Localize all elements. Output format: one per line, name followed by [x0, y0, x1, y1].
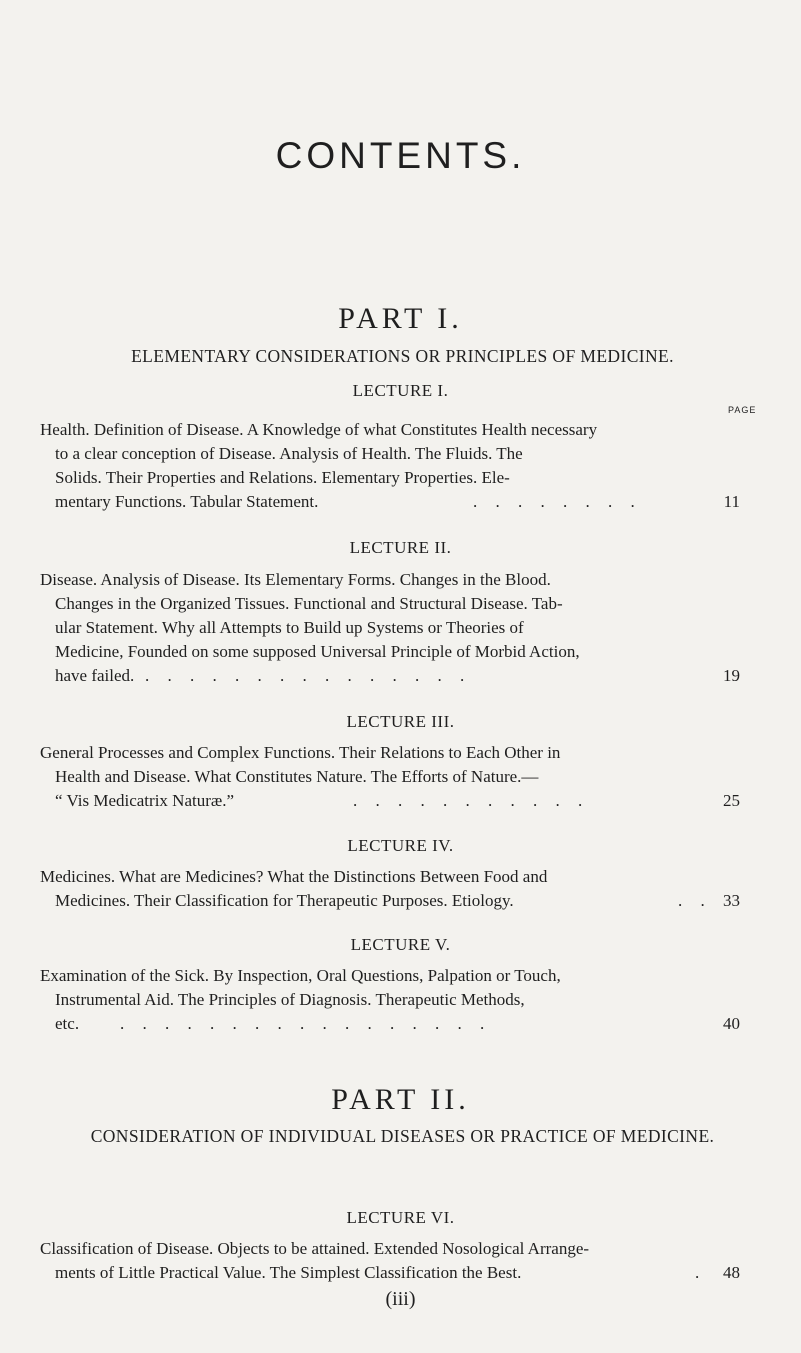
page-number: 25: [723, 791, 740, 810]
lecture-1-title: LECTURE I.: [352, 381, 449, 400]
lecture-4-entry: [40, 865, 740, 913]
part-2-subtitle: CONSIDERATION OF INDIVIDUAL DISEASES OR PRACTICE OF MEDICINE.: [90, 1126, 715, 1146]
entry-line: Medicine, Founded on some supposed Universal Principle of Morbid Action,: [55, 642, 580, 661]
entry-text: “ Vis Medicatrix Naturæ.”: [55, 791, 235, 810]
entry-line-last: [40, 664, 740, 688]
entry-line: Classification of Disease. Objects to be attained. Extended Nosological Arrange-: [40, 1239, 590, 1258]
page-number: 19: [723, 666, 740, 685]
leader-dots: .: [695, 1263, 707, 1282]
entry-line: Instrumental Aid. The Principles of Diagnosis. Therapeutic Methods,: [55, 990, 525, 1009]
entry-line-last: [40, 789, 740, 813]
part-1-subtitle: ELEMENTARY CONSIDERATIONS OR PRINCIPLES OF MEDICINE.: [131, 346, 674, 366]
lecture-2-entry: [40, 568, 740, 688]
entry-line-last: [40, 490, 740, 514]
entry-line: Examination of the Sick. By Inspection, Oral Questions, Palpation or Touch,: [40, 966, 561, 985]
lecture-6-title: LECTURE VI.: [346, 1208, 455, 1227]
leader-dots: . . . . . . . .: [473, 492, 642, 511]
entry-line: ular Statement. Why all Attempts to Build up Systems or Theories of: [55, 618, 524, 637]
entry-line-last: [40, 1261, 740, 1285]
page-number: 33: [723, 891, 740, 910]
lecture-3-entry: [40, 741, 740, 813]
lecture-1-entry: [40, 418, 740, 514]
entry-line: Disease. Analysis of Disease. Its Elementary Forms. Changes in the Blood.: [40, 570, 551, 589]
entry-text: have failed.: [55, 666, 135, 685]
page-number: 40: [723, 1014, 740, 1033]
entry-line: to a clear conception of Disease. Analysis of Health. The Fluids. The: [55, 444, 523, 463]
contents-title: CONTENTS.: [275, 135, 526, 176]
part-2-title: PART II.: [331, 1083, 470, 1116]
lecture-3-title: LECTURE III.: [346, 712, 455, 731]
page-number: 11: [723, 492, 740, 511]
lecture-5-title: LECTURE V.: [350, 935, 451, 954]
page-folio: (iii): [385, 1288, 416, 1310]
entry-line-last: [40, 1012, 740, 1036]
page-column-label: PAGE: [728, 405, 757, 415]
leader-dots: . . . . . . . . . . . . . . .: [145, 666, 472, 685]
leader-dots: . . . . . . . . . . . . . . . . .: [120, 1014, 492, 1033]
entry-text: mentary Functions. Tabular Statement.: [55, 492, 319, 511]
lecture-6-entry: [40, 1237, 740, 1285]
entry-line: Medicines. What are Medicines? What the Distinctions Between Food and: [40, 867, 548, 886]
lecture-4-title: LECTURE IV.: [347, 836, 454, 855]
entry-text: ments of Little Practical Value. The Simplest Classification the Best.: [55, 1263, 522, 1282]
leader-dots: . . . . . . . . . . .: [353, 791, 590, 810]
entry-line: Health. Definition of Disease. A Knowledge of what Constitutes Health necessary: [40, 420, 598, 439]
entry-line: Solids. Their Properties and Relations. Elementary Properties. Ele-: [55, 468, 510, 487]
lecture-2-title: LECTURE II.: [349, 538, 452, 557]
entry-line: Health and Disease. What Constitutes Nature. The Efforts of Nature.—: [55, 767, 539, 786]
entry-text: etc.: [55, 1014, 80, 1033]
lecture-5-entry: [40, 964, 740, 1036]
leader-dots: . .: [678, 891, 712, 910]
page-number: 48: [723, 1263, 740, 1282]
entry-line: General Processes and Complex Functions. Their Relations to Each Other in: [40, 743, 561, 762]
entry-text: Medicines. Their Classification for Therapeutic Purposes. Etiology.: [55, 891, 514, 910]
entry-line-last: [40, 889, 740, 913]
entry-line: Changes in the Organized Tissues. Functional and Structural Disease. Tab-: [55, 594, 563, 613]
part-1-title: PART I.: [338, 302, 463, 335]
